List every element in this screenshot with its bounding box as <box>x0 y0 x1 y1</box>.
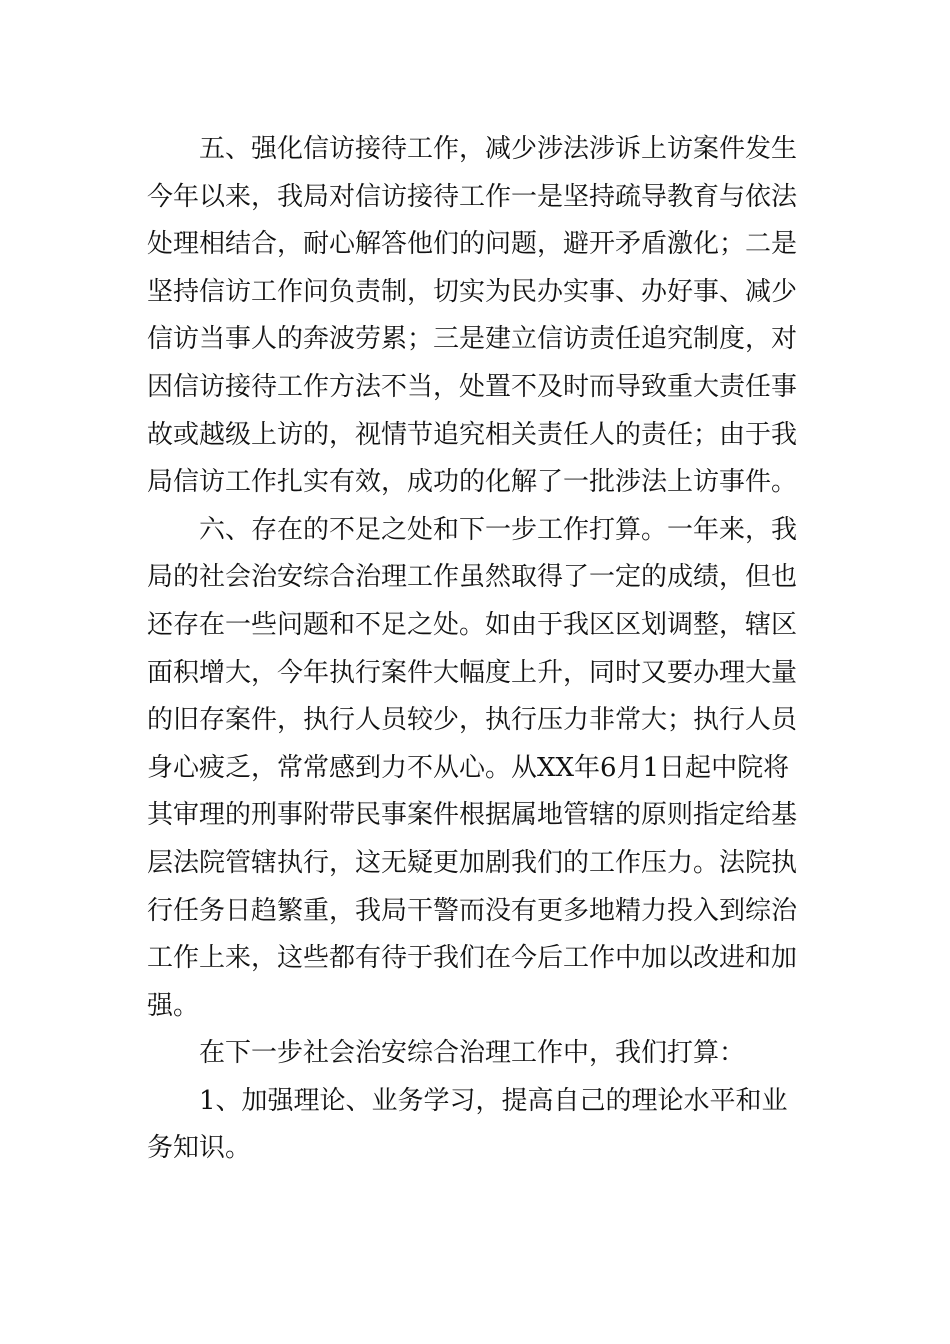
paragraph-petition-work: 五、强化信访接待工作，减少涉法涉诉上访案件发生今年以来，我局对信访接待工作一是坚持疏导教育与依法处理相结合，耐心解答他们的问题，避开矛盾激化；二是坚持信访工作问负责制，切实为民办实事、办好事、减少信访当事人的奔波劳累；三是建立信访责任追究制度，对因信访接待工作方法不当，处置不及时而导致重大责任事故或越级上访的，视情节追究相关责任人的责任；由于我局信访工作扎实有效，成功的化解了一批涉法上访事件。 <box>147 134 798 498</box>
paragraph-shortcomings: 六、存在的不足之处和下一步工作打算。一年来，我局的社会治安综合治理工作虽然取得了一定的成绩，但也还存在一些问题和不足之处。如由于我区区划调整，辖区面积增大，今年执行案件大幅度上升，同时又要办理大量的旧存案件，执行人员较少，执行压力非常大；执行人员身心疲乏，常常感到力不从心。从XX年6月1日起中院将其审理的刑事附带民事案件根据属地管辖的原则指定给基层法院管辖执行，这无疑更加剧我们的工作压力。法院执行任务日趋繁重，我局干警而没有更多地精力投入到综治工作上来，这些都有待于我们在今后工作中加以改进和加强。 <box>147 514 798 1021</box>
document-body <box>147 126 807 1173</box>
paragraph-plan-item-1: 1、加强理论、业务学习，提高自己的理论水平和业务知识。 <box>147 1085 788 1164</box>
paragraph-next-steps-intro: 在下一步社会治安综合治理工作中，我们打算： <box>199 1038 746 1069</box>
